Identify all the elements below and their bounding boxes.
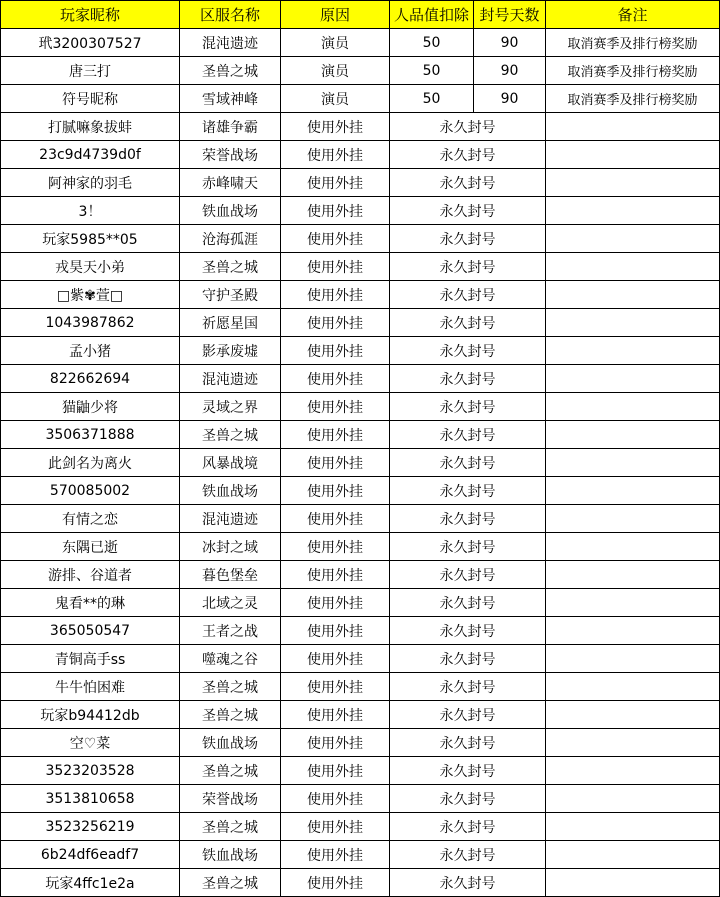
player-name: 玳3200307527: [1, 29, 180, 57]
note: [546, 393, 720, 421]
table-row: [1, 365, 720, 393]
player-name: 玩家b94412db: [1, 701, 180, 729]
table-row: [1, 141, 720, 169]
table-row: [1, 57, 720, 85]
reason: 使用外挂: [281, 561, 390, 589]
reason: 演员: [281, 85, 390, 113]
table-row: [1, 841, 720, 869]
table-row: [1, 29, 720, 57]
reason: 使用外挂: [281, 701, 390, 729]
table-row: [1, 169, 720, 197]
table-row: [1, 869, 720, 897]
player-name: 猫鼬少将: [1, 393, 180, 421]
reason: 使用外挂: [281, 813, 390, 841]
reason: 使用外挂: [281, 141, 390, 169]
note: [546, 477, 720, 505]
table-row: [1, 645, 720, 673]
reason: 使用外挂: [281, 533, 390, 561]
penalty: 永久封号: [390, 169, 546, 197]
penalty: 永久封号: [390, 561, 546, 589]
header-player-name: 玩家昵称: [1, 1, 180, 29]
player-name: 此剑名为离火: [1, 449, 180, 477]
server-name: 混沌遗迹: [180, 505, 281, 533]
penalty: 永久封号: [390, 449, 546, 477]
server-name: 噬魂之谷: [180, 645, 281, 673]
reason: 使用外挂: [281, 281, 390, 309]
server-name: 诸雄争霸: [180, 113, 281, 141]
player-name: 鬼看**的琳: [1, 589, 180, 617]
note: [546, 197, 720, 225]
table-row: [1, 225, 720, 253]
player-name: 有情之恋: [1, 505, 180, 533]
penalty: 永久封号: [390, 253, 546, 281]
server-name: 沧海孤涯: [180, 225, 281, 253]
header-note: 备注: [546, 1, 720, 29]
server-name: 风暴战境: [180, 449, 281, 477]
character-deduction: 50: [390, 29, 474, 57]
server-name: 荣誉战场: [180, 141, 281, 169]
reason: 使用外挂: [281, 841, 390, 869]
penalty: 永久封号: [390, 477, 546, 505]
server-name: 铁血战场: [180, 197, 281, 225]
player-name: 3523256219: [1, 813, 180, 841]
note: 取消赛季及排行榜奖励: [546, 85, 720, 113]
penalty: 永久封号: [390, 393, 546, 421]
note: [546, 869, 720, 897]
player-name: 符号昵称: [1, 85, 180, 113]
table-row: [1, 421, 720, 449]
player-name: 东隅已逝: [1, 533, 180, 561]
penalty: 永久封号: [390, 197, 546, 225]
table-row: [1, 813, 720, 841]
note: [546, 841, 720, 869]
server-name: 圣兽之城: [180, 701, 281, 729]
server-name: 铁血战场: [180, 841, 281, 869]
player-name: 游排、谷道者: [1, 561, 180, 589]
penalty: 永久封号: [390, 785, 546, 813]
server-name: 祈愿星国: [180, 309, 281, 337]
server-name: 铁血战场: [180, 729, 281, 757]
character-deduction: 50: [390, 85, 474, 113]
reason: 使用外挂: [281, 869, 390, 897]
server-name: 暮色堡垒: [180, 561, 281, 589]
player-name: 23c9d4739d0f: [1, 141, 180, 169]
server-name: 圣兽之城: [180, 253, 281, 281]
server-name: 影承废墟: [180, 337, 281, 365]
note: [546, 337, 720, 365]
penalty: 永久封号: [390, 729, 546, 757]
penalty: 永久封号: [390, 869, 546, 897]
reason: 演员: [281, 29, 390, 57]
note: [546, 281, 720, 309]
penalty: 永久封号: [390, 645, 546, 673]
ban-days: 90: [474, 57, 546, 85]
note: [546, 113, 720, 141]
player-name: 570085002: [1, 477, 180, 505]
note: [546, 225, 720, 253]
table-row: [1, 113, 720, 141]
header-character-deduction: 人品值扣除: [390, 1, 474, 29]
note: [546, 449, 720, 477]
penalty: 永久封号: [390, 533, 546, 561]
server-name: 赤峰啸天: [180, 169, 281, 197]
penalty: 永久封号: [390, 617, 546, 645]
note: [546, 365, 720, 393]
player-name: 打腻嘛象拔蚌: [1, 113, 180, 141]
server-name: 北域之灵: [180, 589, 281, 617]
reason: 使用外挂: [281, 673, 390, 701]
note: [546, 561, 720, 589]
reason: 使用外挂: [281, 449, 390, 477]
penalty: 永久封号: [390, 673, 546, 701]
table-row: [1, 337, 720, 365]
reason: 使用外挂: [281, 365, 390, 393]
note: [546, 505, 720, 533]
character-deduction: 50: [390, 57, 474, 85]
penalty: 永久封号: [390, 309, 546, 337]
reason: 使用外挂: [281, 113, 390, 141]
penalty: 永久封号: [390, 225, 546, 253]
player-name: 822662694: [1, 365, 180, 393]
player-name: 阿神家的羽毛: [1, 169, 180, 197]
penalty: 永久封号: [390, 421, 546, 449]
penalty: 永久封号: [390, 141, 546, 169]
table-row: [1, 561, 720, 589]
server-name: 圣兽之城: [180, 869, 281, 897]
reason: 使用外挂: [281, 589, 390, 617]
reason: 演员: [281, 57, 390, 85]
player-name: 3！: [1, 197, 180, 225]
table-row: [1, 197, 720, 225]
penalty: 永久封号: [390, 813, 546, 841]
player-name: □紫✾萱□: [1, 281, 180, 309]
server-name: 雪域神峰: [180, 85, 281, 113]
player-name: 孟小猪: [1, 337, 180, 365]
server-name: 圣兽之城: [180, 757, 281, 785]
penalty: 永久封号: [390, 589, 546, 617]
table-row: [1, 253, 720, 281]
ban-days: 90: [474, 29, 546, 57]
server-name: 圣兽之城: [180, 813, 281, 841]
table-row: [1, 785, 720, 813]
reason: 使用外挂: [281, 757, 390, 785]
reason: 使用外挂: [281, 169, 390, 197]
note: [546, 589, 720, 617]
reason: 使用外挂: [281, 477, 390, 505]
penalty: 永久封号: [390, 701, 546, 729]
header-server-name: 区服名称: [180, 1, 281, 29]
server-name: 圣兽之城: [180, 421, 281, 449]
table-row: [1, 281, 720, 309]
reason: 使用外挂: [281, 505, 390, 533]
server-name: 王者之战: [180, 617, 281, 645]
penalty: 永久封号: [390, 365, 546, 393]
table-row: [1, 533, 720, 561]
table-row: [1, 505, 720, 533]
player-name: 牛牛怕困难: [1, 673, 180, 701]
penalty: 永久封号: [390, 757, 546, 785]
note: [546, 421, 720, 449]
penalty: 永久封号: [390, 505, 546, 533]
table-row: [1, 757, 720, 785]
server-name: 圣兽之城: [180, 673, 281, 701]
reason: 使用外挂: [281, 421, 390, 449]
header-row: [1, 1, 720, 29]
server-name: 混沌遗迹: [180, 29, 281, 57]
server-name: 荣誉战场: [180, 785, 281, 813]
note: [546, 253, 720, 281]
note: [546, 533, 720, 561]
note: [546, 617, 720, 645]
header-ban-days: 封号天数: [474, 1, 546, 29]
note: 取消赛季及排行榜奖励: [546, 29, 720, 57]
server-name: 圣兽之城: [180, 57, 281, 85]
header-reason: 原因: [281, 1, 390, 29]
reason: 使用外挂: [281, 197, 390, 225]
player-name: 1043987862: [1, 309, 180, 337]
table-row: [1, 393, 720, 421]
note: [546, 141, 720, 169]
server-name: 混沌遗迹: [180, 365, 281, 393]
note: [546, 813, 720, 841]
reason: 使用外挂: [281, 309, 390, 337]
server-name: 铁血战场: [180, 477, 281, 505]
reason: 使用外挂: [281, 337, 390, 365]
note: [546, 673, 720, 701]
note: [546, 645, 720, 673]
player-name: 3506371888: [1, 421, 180, 449]
server-name: 冰封之域: [180, 533, 281, 561]
player-name: 玩家5985**05: [1, 225, 180, 253]
reason: 使用外挂: [281, 225, 390, 253]
penalty: 永久封号: [390, 281, 546, 309]
table-row: [1, 673, 720, 701]
player-name: 3513810658: [1, 785, 180, 813]
note: [546, 309, 720, 337]
table-row: [1, 589, 720, 617]
table-row: [1, 617, 720, 645]
table-row: [1, 309, 720, 337]
player-name: 玩家4ffc1e2a: [1, 869, 180, 897]
player-name: 365050547: [1, 617, 180, 645]
penalty: 永久封号: [390, 113, 546, 141]
table-row: [1, 701, 720, 729]
table-row: [1, 449, 720, 477]
player-name: 戎昊天小弟: [1, 253, 180, 281]
reason: 使用外挂: [281, 729, 390, 757]
penalty: 永久封号: [390, 841, 546, 869]
reason: 使用外挂: [281, 393, 390, 421]
penalty: 永久封号: [390, 337, 546, 365]
reason: 使用外挂: [281, 645, 390, 673]
server-name: 灵域之界: [180, 393, 281, 421]
note: [546, 169, 720, 197]
table-body: [1, 29, 720, 897]
note: [546, 729, 720, 757]
ban-days: 90: [474, 85, 546, 113]
table-row: [1, 729, 720, 757]
reason: 使用外挂: [281, 253, 390, 281]
reason: 使用外挂: [281, 785, 390, 813]
note: [546, 701, 720, 729]
player-name: 空♡菜: [1, 729, 180, 757]
note: [546, 757, 720, 785]
player-name: 3523203528: [1, 757, 180, 785]
table-row: [1, 477, 720, 505]
player-name: 唐三打: [1, 57, 180, 85]
server-name: 守护圣殿: [180, 281, 281, 309]
player-name: 青铜高手ss: [1, 645, 180, 673]
note: [546, 785, 720, 813]
note: 取消赛季及排行榜奖励: [546, 57, 720, 85]
player-name: 6b24df6eadf7: [1, 841, 180, 869]
reason: 使用外挂: [281, 617, 390, 645]
table-row: [1, 85, 720, 113]
